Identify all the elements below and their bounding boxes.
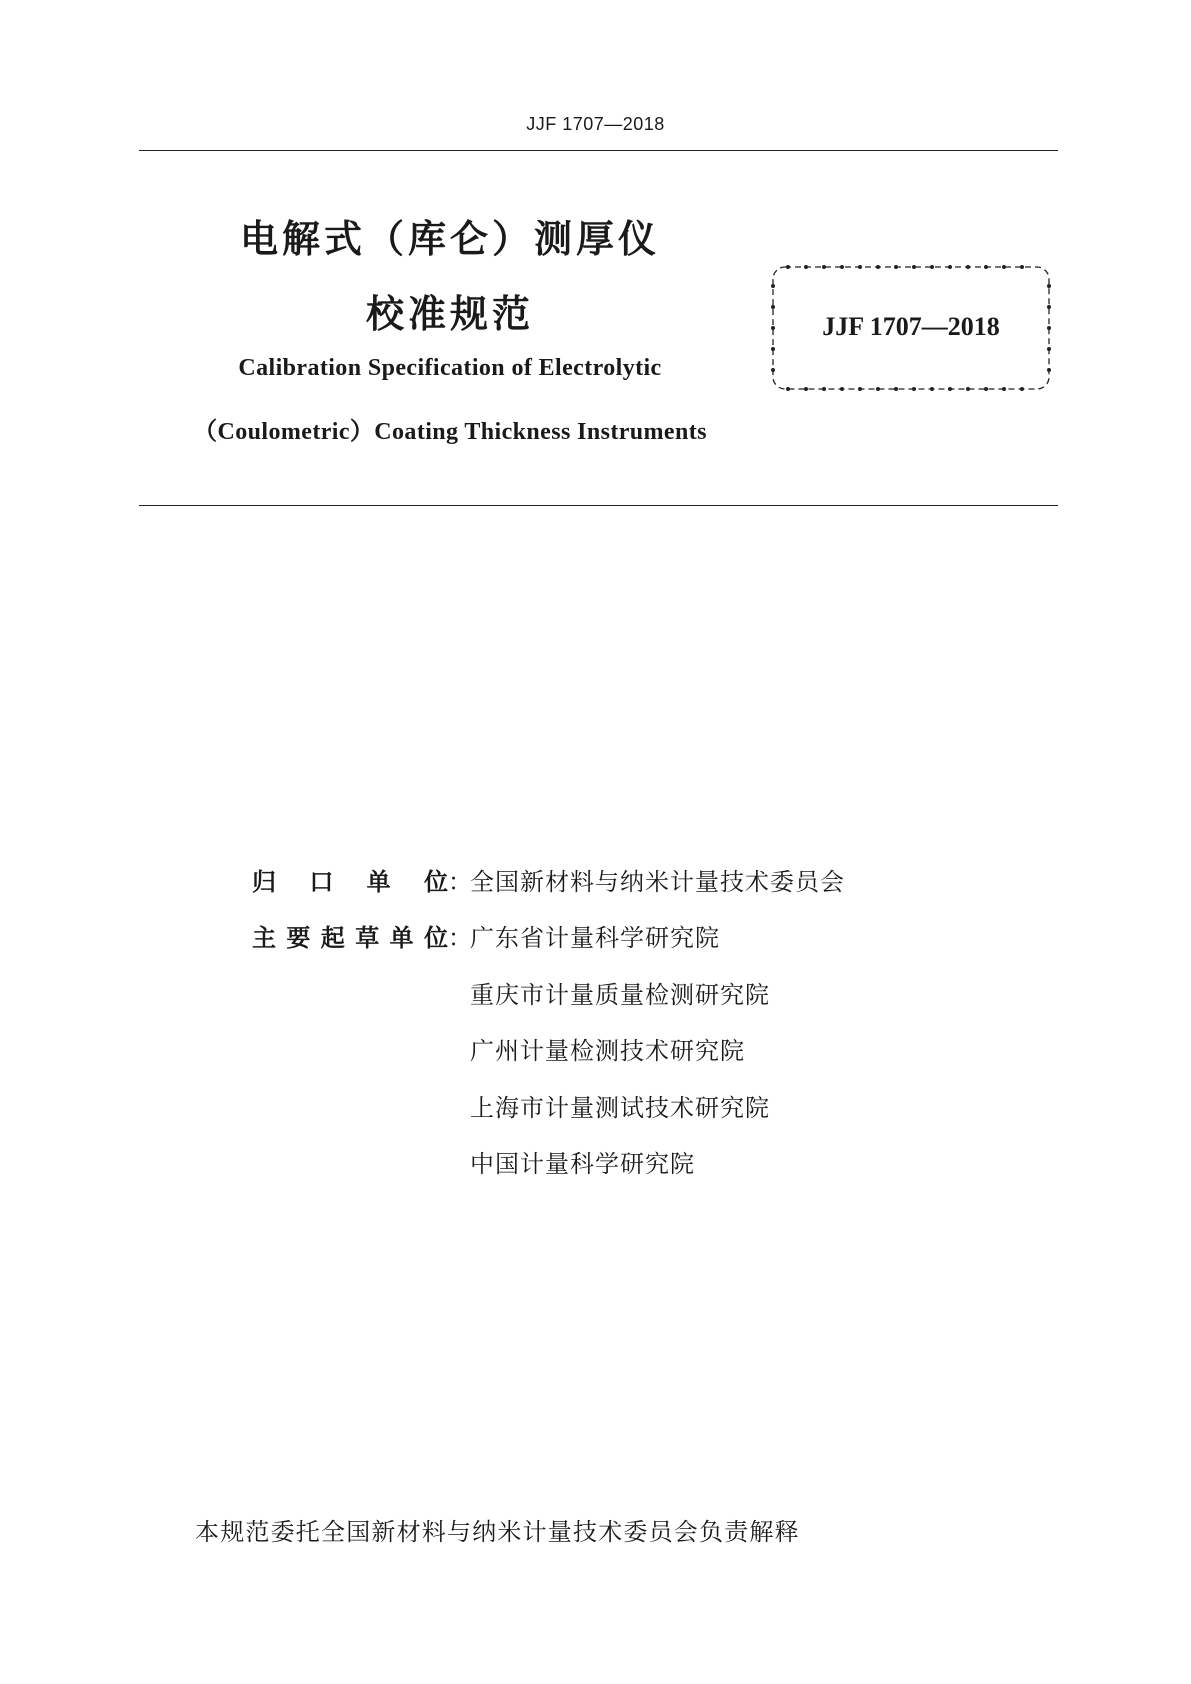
border-dot — [1047, 284, 1051, 288]
border-dot — [822, 387, 826, 391]
border-dot — [1020, 265, 1024, 269]
border-dot — [786, 387, 790, 391]
border-dot — [771, 305, 775, 309]
border-dot — [930, 265, 934, 269]
border-dot — [1047, 305, 1051, 309]
border-dot — [948, 265, 952, 269]
interpretation-note: 本规范委托全国新材料与纳米计量技术委员会负责解释 — [195, 1518, 800, 1546]
border-dot — [771, 368, 775, 372]
border-dot — [1020, 387, 1024, 391]
drafting-units-label: 主要起草单位 — [252, 924, 448, 952]
border-dot — [984, 265, 988, 269]
title-en-line1: Calibration Specification of Electrolytic — [238, 355, 662, 381]
title-en-line2: （Coulometric）Coating Thickness Instruments — [193, 419, 707, 445]
border-dot — [948, 387, 952, 391]
header-standard-code: JJF 1707—2018 — [526, 114, 665, 134]
border-dot — [840, 387, 844, 391]
border-dot — [771, 284, 775, 288]
border-dot — [786, 265, 790, 269]
responsible-unit-colon: ： — [448, 868, 472, 896]
border-dot — [804, 387, 808, 391]
title-zh-line2: 校准规范 — [365, 292, 534, 336]
drafting-unit-name: 广东省计量科学研究院 — [470, 924, 720, 952]
standard-code-box — [770, 264, 1052, 392]
border-dot — [840, 265, 844, 269]
drafting-unit-name: 重庆市计量质量检测研究院 — [470, 981, 770, 1009]
border-dot — [930, 387, 934, 391]
border-dot — [1002, 265, 1006, 269]
border-dot — [894, 387, 898, 391]
drafting-units-colon: ： — [448, 924, 472, 952]
border-dot — [771, 347, 775, 351]
border-dot — [912, 265, 916, 269]
border-dot — [1047, 368, 1051, 372]
top-rule — [139, 150, 1058, 151]
border-dot — [1047, 347, 1051, 351]
drafting-unit-name: 中国计量科学研究院 — [470, 1150, 695, 1178]
border-dot — [858, 387, 862, 391]
border-dot — [966, 265, 970, 269]
border-dot — [822, 265, 826, 269]
border-dot — [966, 387, 970, 391]
border-dot — [858, 265, 862, 269]
responsible-unit-name: 全国新材料与纳米计量技术委员会 — [470, 868, 845, 896]
border-dot — [984, 387, 988, 391]
responsible-unit-label: 归口单位 — [252, 868, 448, 896]
bottom-rule — [139, 505, 1058, 506]
border-dot — [876, 265, 880, 269]
border-dot — [894, 265, 898, 269]
border-dot — [876, 387, 880, 391]
border-dot — [804, 265, 808, 269]
drafting-unit-name: 上海市计量测试技术研究院 — [470, 1094, 770, 1122]
drafting-unit-name: 广州计量检测技术研究院 — [470, 1037, 745, 1065]
border-dot — [912, 387, 916, 391]
standard-code-text: JJF 1707—2018 — [822, 312, 1000, 341]
title-zh-line1: 电解式（库仑）测厚仪 — [239, 217, 660, 261]
border-dot — [1002, 387, 1006, 391]
